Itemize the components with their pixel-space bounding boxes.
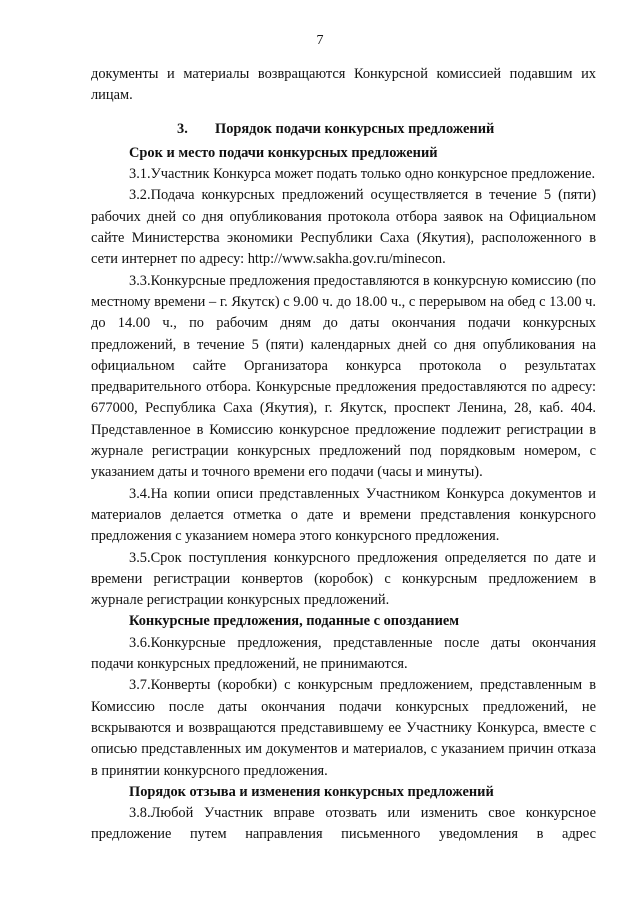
page-number: 7 xyxy=(316,33,324,48)
paragraph-3-2: 3.2.Подача конкурсных предложений осуществляется в течение 5 (пяти) рабочих дней со дня опубликования протокола отбора заявок на Официальном сайте Министерства экономики Республики Саха (Якутия), расположенного в сети интернет по адресу: http://www.sakha.gov.ru/minecon. xyxy=(91,187,596,268)
paragraph-3-6: 3.6.Конкурсные предложения, представленные после даты окончания подачи конкурсных предложений, не принимаются. xyxy=(91,634,596,673)
paragraph-carryover: документы и материалы возвращаются Конкурсной комиссией подавшим их лицам. xyxy=(91,66,596,104)
section-title: Порядок подачи конкурсных предложений xyxy=(215,120,495,137)
paragraph-3-3: 3.3.Конкурсные предложения предоставляются в конкурсную комиссию (по местному времени – г. Якутск) с 9.00 ч. до 18.00 ч., с перерывом на обед с 13.00 ч. до 14.00 ч., по рабочим дням до даты окончания подачи конкурсных предложений, в течение 5 (пяти) календарных дней со дня опубликования на официальном сайте Организатора конкурса протокола о результатах предварительного отбора. Конкурсные предложения предоставляются по адресу: 677000, Республика Саха (Якутия), г. Якутск, проспект Ленина, 28, каб. 404. Представленное в Комиссию конкурсное предложение подлежит регистрации в журнале регистрации конкурсных предложений под порядковым номером, с указанием даты и точного времени его подачи (часы и минуты). xyxy=(91,272,596,481)
section-heading xyxy=(91,119,596,140)
section-number: 3. xyxy=(177,120,188,137)
paragraph-3-1: 3.1.Участник Конкурса может подать только одно конкурсное предложение. xyxy=(129,166,596,183)
paragraph-3-8: 3.8.Любой Участник вправе отозвать или изменить свое конкурсное предложение путем направления письменного уведомления в адрес xyxy=(91,805,596,843)
paragraph-3-5: 3.5.Срок поступления конкурсного предложения определяется по дате и времени регистрации конвертов (коробок) с конкурсным предложением в журнале регистрации конкурсных предложений. xyxy=(91,549,596,609)
paragraph-3-4: 3.4.На копии описи представленных Участником Конкурса документов и материалов делается отметка о дате и времени представления конкурсного предложения с указанием номера этого конкурсного предложения. xyxy=(91,485,596,545)
subheading-withdrawal: Порядок отзыва и изменения конкурсных предложений xyxy=(129,783,494,800)
paragraph-3-7: 3.7.Конверты (коробки) с конкурсным предложением, представленным в Комиссию после даты окончания подачи конкурсных предложений, не вскрываются и возвращаются представившему ее Участнику Конкурса, вместе с описью представленных им документов и материалов, с указанием причин отказа в принятии конкурсного предложения. xyxy=(91,677,596,779)
subheading-deadline-place: Срок и место подачи конкурсных предложений xyxy=(129,144,438,161)
page-content xyxy=(91,64,596,846)
subheading-late-proposals: Конкурсные предложения, поданные с опозданием xyxy=(129,613,460,630)
